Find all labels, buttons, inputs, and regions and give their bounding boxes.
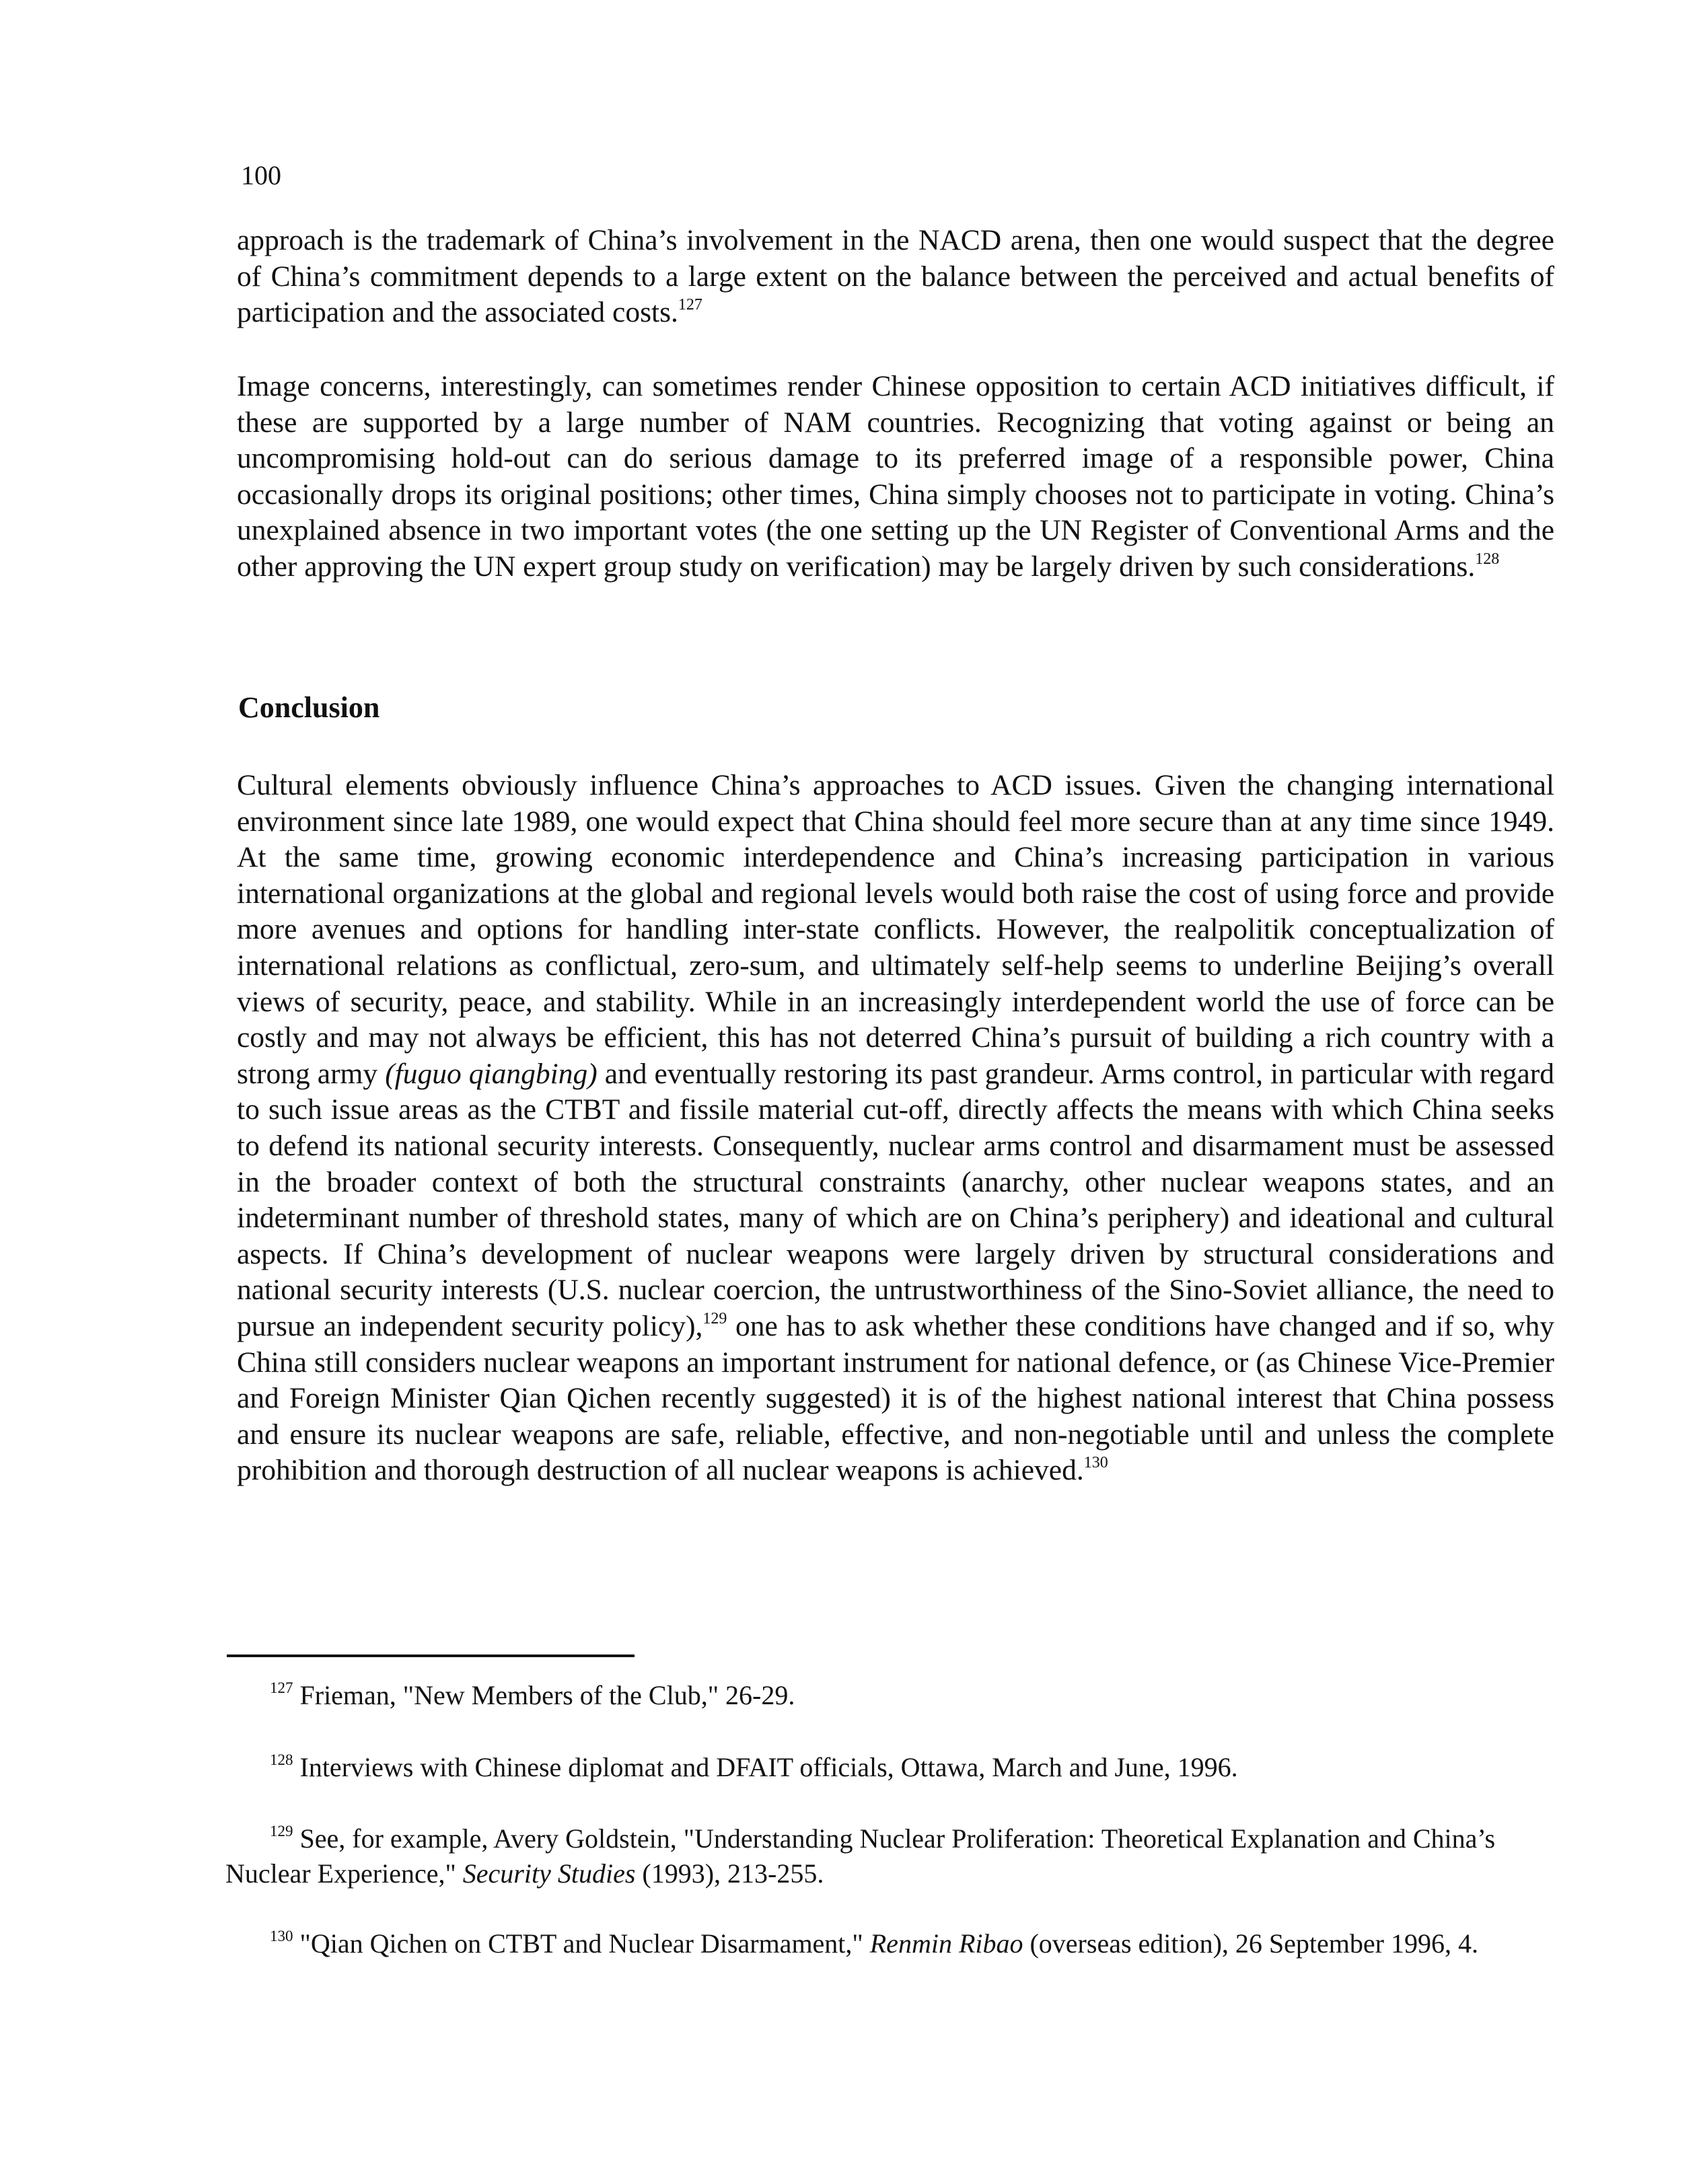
footnote-ref-130: 130 [1083, 1454, 1108, 1472]
footnote-129 [225, 1821, 1544, 1891]
paragraph-1-text: approach is the trademark of China’s involvement in the NACD arena, then one would suspect that the degree of China’s commitment depends to a large extent on the balance between the perceived and actual benefits of participation and the associated costs. [237, 224, 1554, 329]
page-number: 100 [241, 160, 281, 190]
section-heading-conclusion: Conclusion [238, 691, 380, 724]
footnote-newspaper-title: Renmin Ribao [869, 1928, 1023, 1959]
paragraph-2 [237, 369, 1554, 585]
paragraph-3-text-part3: one has to ask whether these conditions have changed and if so, why China still considers nuclear weapons an important instrument for national defence, or (as Chinese Vice-Premier and Foreign Minister Qian Qichen recently suggested) it is of the highest national interest that China possess and ensure its nuclear weapons are safe, reliable, effective, and non-negotiable until and unless the complete prohibition and thorough destruction of all nuclear weapons is achieved. [237, 1309, 1554, 1487]
footnote-ref-127: 127 [678, 296, 702, 314]
footnote-text-end: (overseas edition), 26 September 1996, 4. [1023, 1928, 1478, 1959]
footnote-127 [225, 1678, 1544, 1713]
paragraph-2-text: Image concerns, interestingly, can sometimes render Chinese opposition to certain ACD initiatives difficult, if these are supported by a large number of NAM countries. Recognizing that voting against or being an uncompromising hold-out can do serious damage to its preferred image of a responsible power, China occasionally drops its original positions; other times, China simply chooses not to participate in voting. China’s unexplained absence in two important votes (the one setting up the UN Register of Conventional Arms and the other approving the UN expert group study on verification) may be largely driven by such considerations. [237, 370, 1554, 583]
paragraph-3-text-part1: Cultural elements obviously influence China’s approaches to ACD issues. Given the changing international environment since late 1989, one would expect that China should feel more secure than at any time since 1949. At the same time, growing economic interdependence and China’s increasing participation in various international organizations at the global and regional levels would both raise the cost of using force and provide more avenues and options for handling inter-state conflicts. However, the realpolitik conceptualization of international relations as conflictual, zero-sum, and ultimately self-help seems to underline Beijing’s overall views of security, peace, and stability. While in an increasingly interdependent world the use of force can be costly and may not always be efficient, this has not deterred China’s pursuit of building a rich country with a strong army [237, 769, 1554, 1090]
italic-term-fuguo-qiangbing: (fuguo qiangbing) [385, 1057, 598, 1090]
footnote-ref-129: 129 [702, 1309, 727, 1327]
footnote-number: 130 [270, 1928, 293, 1944]
footnote-130 [225, 1926, 1544, 1961]
footnote-separator [227, 1654, 635, 1657]
paragraph-3 [237, 768, 1554, 1489]
footnote-number: 128 [270, 1751, 293, 1768]
paragraph-3-text-part2: and eventually restoring its past grandeur. Arms control, in particular with regard to such issue areas as the CTBT and fissile material cut-off, directly affects the means with which China seeks to defend its national security interests. Consequently, nuclear arms control and disarmament must be assessed in the broader context of both the structural constraints (anarchy, other nuclear weapons states, and an indeterminant number of threshold states, many of which are on China’s periphery) and ideational and cultural aspects. If China’s development of nuclear weapons were largely driven by structural considerations and national security interests (U.S. nuclear coercion, the untrustworthiness of the Sino-Soviet alliance, the need to pursue an independent security policy), [237, 1057, 1554, 1342]
footnote-text-end: (1993), 213-255. [635, 1858, 824, 1889]
footnote-number: 127 [270, 1679, 293, 1696]
footnote-journal-title: Security Studies [462, 1858, 636, 1889]
footnote-text: "Qian Qichen on CTBT and Nuclear Disarmament," [293, 1928, 870, 1959]
paragraph-1 [237, 223, 1554, 331]
footnote-number: 129 [270, 1823, 293, 1840]
footnote-ref-128: 128 [1475, 550, 1500, 568]
footnote-128 [225, 1750, 1544, 1785]
footnote-text: See, for example, Avery Goldstein, "Understanding Nuclear Proliferation: Theoretical Explanation and China’s Nuclear Experience," [225, 1823, 1496, 1889]
footnote-text: Interviews with Chinese diplomat and DFAIT officials, Ottawa, March and June, 1996. [293, 1752, 1238, 1782]
footnote-text: Frieman, "New Members of the Club," 26-29. [293, 1680, 795, 1710]
